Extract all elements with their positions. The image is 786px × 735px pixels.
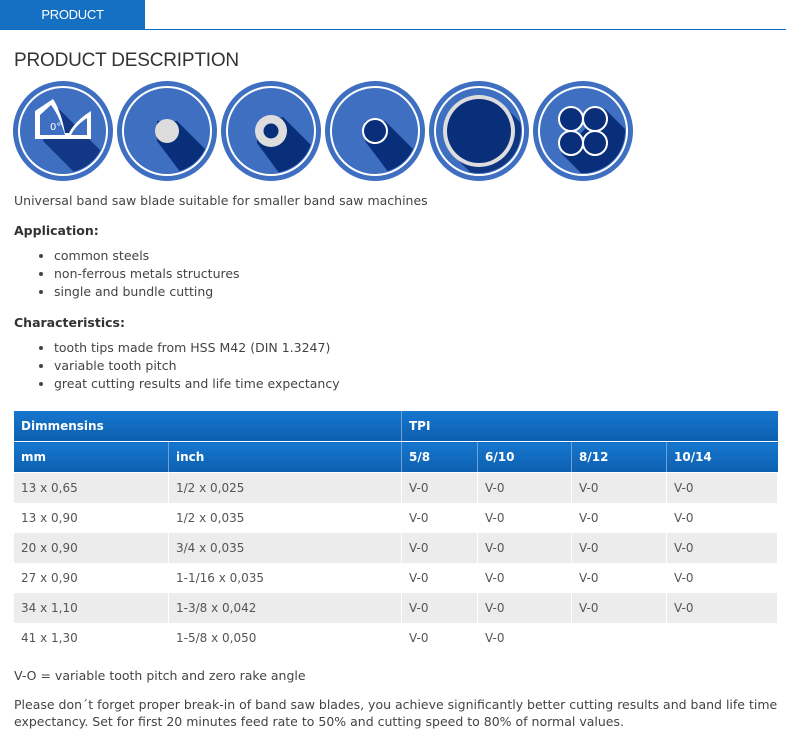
table-cell: 1-3/8 x 0,042	[169, 593, 402, 623]
table-cell: V-0	[478, 563, 572, 593]
table-row	[14, 533, 778, 563]
table-cell: V-0	[572, 563, 667, 593]
table-header-row	[14, 442, 778, 473]
list-item: • great cutting results and life time expectancy	[54, 375, 779, 393]
list-item: • variable tooth pitch	[54, 357, 779, 375]
intro-text: Universal band saw blade suitable for smaller band saw machines	[14, 193, 428, 208]
table-cell: 41 x 1,30	[14, 623, 169, 653]
table-row	[14, 593, 778, 623]
table-cell: V-0	[402, 623, 478, 653]
table-cell: 3/4 x 0,035	[169, 533, 402, 563]
table-cell: 13 x 0,65	[14, 473, 169, 504]
page-title: PRODUCT DESCRIPTION	[14, 50, 239, 71]
application-list	[14, 247, 779, 301]
large-tube-icon	[429, 81, 529, 181]
tab-product-description[interactable]: PRODUCT DESCRIPTION	[0, 0, 145, 29]
table-cell	[667, 623, 778, 653]
table-row	[14, 503, 778, 533]
table-cell	[572, 623, 667, 653]
table-cell: V-0	[667, 593, 778, 623]
table-row	[14, 623, 778, 653]
application-heading: Application:	[14, 223, 99, 238]
table-cell: 34 x 1,10	[14, 593, 169, 623]
column-header: inch	[169, 442, 402, 473]
tooth-angle-label: 0°	[50, 122, 62, 133]
bundle-icon	[533, 81, 633, 181]
column-header: 10/14	[667, 442, 778, 473]
table-cell: V-0	[572, 473, 667, 504]
table-cell: V-0	[478, 623, 572, 653]
table-cell: 1/2 x 0,025	[169, 473, 402, 504]
table-cell: V-0	[402, 563, 478, 593]
table-cell: V-0	[478, 473, 572, 504]
table-row	[14, 473, 778, 504]
table-cell: V-0	[478, 503, 572, 533]
table-cell: V-0	[572, 533, 667, 563]
thin-tube-icon	[325, 81, 425, 181]
table-cell: V-0	[402, 593, 478, 623]
table-cell: 13 x 0,90	[14, 503, 169, 533]
table-body	[14, 473, 778, 654]
legend-note: V-O = variable tooth pitch and zero rake angle	[14, 668, 306, 683]
list-item: • non-ferrous metals structures	[54, 265, 779, 283]
characteristics-heading: Characteristics:	[14, 315, 125, 330]
dimensions-table	[14, 411, 778, 653]
list-item: • single and bundle cutting	[54, 283, 779, 301]
column-header: 8/12	[572, 442, 667, 473]
table-cell: V-0	[667, 533, 778, 563]
tooth-angle-icon	[13, 81, 113, 181]
table-cell: 1-5/8 x 0,050	[169, 623, 402, 653]
table-cell: 20 x 0,90	[14, 533, 169, 563]
solid-round-icon	[117, 81, 217, 181]
table-cell: V-0	[572, 503, 667, 533]
table-cell: V-0	[667, 473, 778, 504]
break-in-note: Please don´t forget proper break-in of band saw blades, you achieve significantly better cutting results and band life time expectancy. Set for first 20 minutes feed rate to 50% and cutting speed to 80% of normal values.	[14, 697, 778, 729]
tab-bar	[0, 0, 786, 51]
group-header-dimensions: Dimmensins	[14, 411, 402, 442]
column-header: 5/8	[402, 442, 478, 473]
table-cell: V-0	[402, 503, 478, 533]
table-cell: 1/2 x 0,035	[169, 503, 402, 533]
table-cell: V-0	[667, 563, 778, 593]
table-cell: V-0	[572, 593, 667, 623]
list-item: • common steels	[54, 247, 779, 265]
table-cell: V-0	[402, 473, 478, 504]
table-cell: 1-1/16 x 0,035	[169, 563, 402, 593]
list-item: • tooth tips made from HSS M42 (DIN 1.3247)	[54, 339, 779, 357]
characteristics-list	[14, 339, 779, 393]
table-cell: V-0	[402, 533, 478, 563]
column-header: 6/10	[478, 442, 572, 473]
table-group-header-row	[14, 411, 778, 442]
table-cell: V-0	[478, 593, 572, 623]
description-content	[14, 192, 779, 730]
table-cell: V-0	[667, 503, 778, 533]
table-cell: V-0	[478, 533, 572, 563]
column-header: mm	[14, 442, 169, 473]
table-cell: 27 x 0,90	[14, 563, 169, 593]
table-row	[14, 563, 778, 593]
group-header-tpi: TPI	[402, 411, 778, 442]
tube-icon	[221, 81, 321, 181]
